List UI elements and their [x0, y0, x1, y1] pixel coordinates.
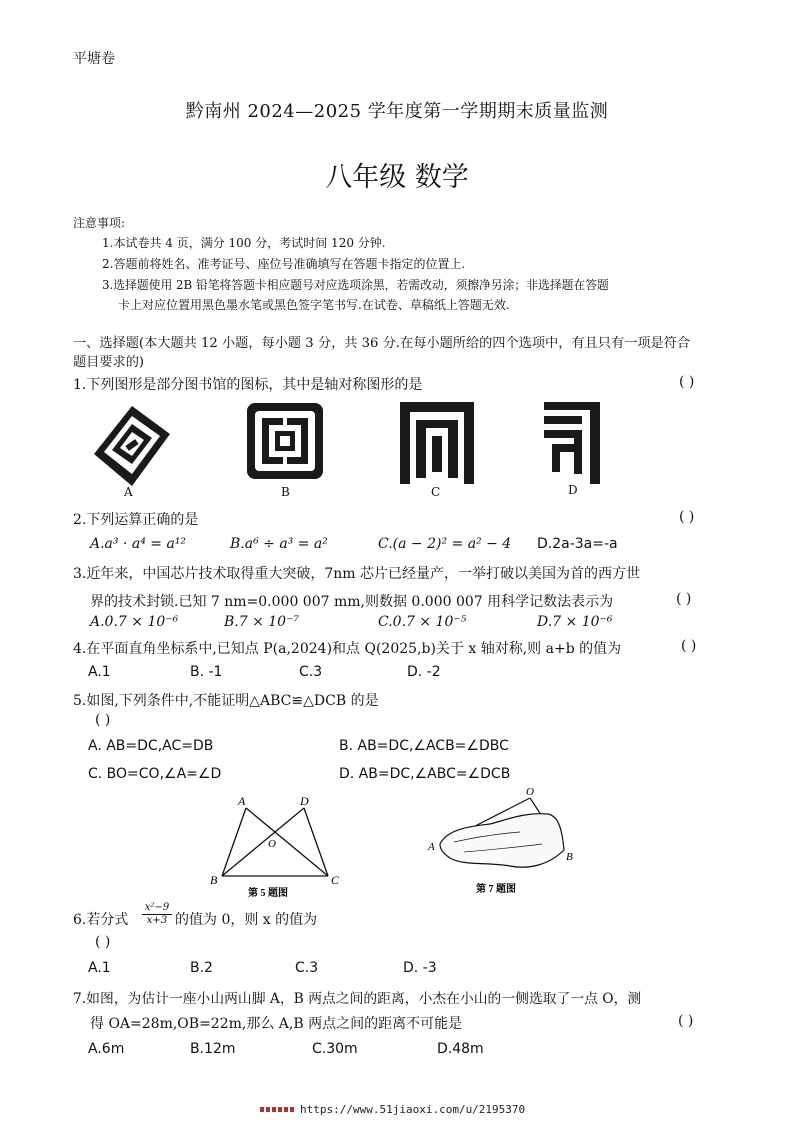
q3-option-d: D.7 × 10⁻⁶ — [537, 614, 613, 630]
q2-option-d: D.2a-3a=-a — [537, 536, 618, 552]
q2-option-b: B.a⁶ ÷ a³ = a² — [230, 536, 328, 552]
q1-label-d: D — [568, 483, 578, 497]
q7-answer-bracket: ( ) — [678, 1013, 694, 1029]
exam-subtitle: 八年级 数学 — [325, 162, 469, 193]
fig7-point-b: B — [566, 851, 573, 863]
q7-stem-cont: 得 OA=28m,OB=22m,那么 A,B 两点之间的距离不可能是 — [90, 1016, 463, 1032]
q1-stem: 1.下列图形是部分图书馆的图标，其中是轴对称图形的是 — [73, 377, 423, 393]
q4-stem: 4.在平面直角坐标系中,已知点 P(a,2024)和点 Q(2025,b)关于 x 轴对称,则 a+b 的值为 — [73, 641, 622, 657]
footer-url[interactable]: https://www.51jiaoxi.com/u/2195370 — [300, 1103, 526, 1116]
q6-option-d: D. -3 — [403, 960, 437, 976]
q1-label-c: C — [431, 485, 441, 499]
q1-label-b: B — [281, 485, 290, 499]
q2-stem: 2.下列运算正确的是 — [73, 512, 199, 528]
q7-option-d: D.48m — [437, 1041, 484, 1057]
fig7-caption: 第 7 题图 — [476, 884, 516, 895]
notice-item-2: 2.答题前将姓名、准考证号、座位号准确填写在答题卡指定的位置上. — [102, 257, 466, 271]
q6-numerator: x²−9 — [144, 902, 170, 913]
fig5-caption: 第 5 题图 — [248, 888, 288, 899]
q5-answer-bracket: ( ) — [95, 712, 111, 728]
fig5-point-b: B — [210, 873, 218, 887]
q3-answer-bracket: ( ) — [676, 591, 692, 607]
q7-option-b: B.12m — [190, 1041, 236, 1057]
q6-answer-bracket: ( ) — [95, 934, 111, 950]
q7-option-c: C.30m — [312, 1041, 358, 1057]
q2-option-a: A.a³ · a⁴ = a¹² — [90, 536, 187, 552]
section-1-heading-cont: 题目要求的) — [73, 355, 145, 370]
q1-figures — [86, 398, 686, 498]
section-1-heading: 一、选择题(本大题共 12 小题，每小题 3 分，共 36 分.在每小题所给的四个选项中，有且只有一项是符合 — [73, 336, 691, 351]
library-logo-a — [94, 406, 170, 486]
footer — [260, 1103, 525, 1116]
exam-title: 黔南州 2024—2025 学年度第一学期期末质量监测 — [185, 101, 609, 122]
q6-option-c: C.3 — [295, 960, 319, 976]
fig5-point-d: D — [300, 794, 309, 808]
q6-fraction — [141, 902, 173, 927]
q5-option-c: C. BO=CO,∠A=∠D — [88, 766, 222, 782]
footer-mark-icon — [260, 1107, 294, 1112]
q1-answer-bracket: ( ) — [679, 374, 695, 390]
q4-answer-bracket: ( ) — [681, 638, 697, 654]
figure-5 — [200, 792, 360, 904]
q6-option-a: A.1 — [88, 960, 111, 976]
q4-option-d: D. -2 — [407, 664, 441, 680]
q4-option-a: A.1 — [88, 664, 111, 680]
corner-label: 平塘卷 — [73, 51, 115, 67]
q4-option-b: B. -1 — [190, 664, 223, 680]
q5-option-a: A. AB=DC,AC=DB — [88, 738, 214, 754]
notice-item-1: 1.本试卷共 4 页，满分 100 分，考试时间 120 分钟. — [102, 236, 386, 250]
library-logo-c — [400, 402, 474, 484]
fig5-point-a: A — [238, 794, 246, 808]
q6-option-b: B.2 — [190, 960, 213, 976]
q5-stem: 5.如图,下列条件中,不能证明△ABC≌△DCB 的是 — [73, 693, 379, 709]
figure-7 — [424, 784, 584, 896]
q2-option-c: C.(a − 2)² = a² − 4 — [378, 536, 512, 552]
q6-stem-pre: 6.若分式 — [73, 912, 129, 928]
q3-option-b: B.7 × 10⁻⁷ — [224, 614, 300, 630]
q7-stem: 7.如图，为估计一座小山两山脚 A，B 两点之间的距离，小杰在小山的一侧选取了一点 O，测 — [73, 991, 642, 1007]
q7-option-a: A.6m — [88, 1041, 125, 1057]
q1-label-a: A — [124, 485, 133, 499]
notice-item-3-cont: 卡上对应位置用黑色墨水笔或黑色签字笔书写.在试卷、草稿纸上答题无效. — [118, 298, 510, 312]
notice-item-3: 3.选择题使用 2B 铅笔将答题卡相应题号对应选项涂黑，若需改动，须擦净另涂；非选择题在答题 — [102, 278, 609, 292]
q5-option-d: D. AB=DC,∠ABC=∠DCB — [339, 766, 511, 782]
q3-option-a: A.0.7 × 10⁻⁶ — [90, 614, 179, 630]
q3-option-c: C.0.7 × 10⁻⁵ — [378, 614, 467, 630]
q6-denominator: x+3 — [146, 915, 168, 926]
fig7-point-a: A — [428, 841, 435, 853]
q3-stem-cont: 界的技术封锁.已知 7 nm=0.000 007 mm,则数据 0.000 007 用科学记数法表示为 — [90, 594, 614, 610]
fig7-point-o: O — [526, 786, 534, 798]
q5-option-b: B. AB=DC,∠ACB=∠DBC — [339, 738, 509, 754]
q3-stem: 3.近年来，中国芯片技术取得重大突破，7nm 芯片已经量产，一举打破以美国为首的西方世 — [73, 566, 641, 582]
q2-answer-bracket: ( ) — [679, 509, 695, 525]
q6-stem-post: 的值为 0，则 x 的值为 — [175, 912, 318, 928]
notice-heading: 注意事项: — [73, 216, 126, 230]
library-logo-d — [544, 402, 600, 484]
fig5-point-c: C — [331, 873, 340, 887]
library-logo-b — [247, 403, 323, 479]
q4-option-c: C.3 — [299, 664, 323, 680]
fig5-point-o: O — [268, 838, 276, 850]
